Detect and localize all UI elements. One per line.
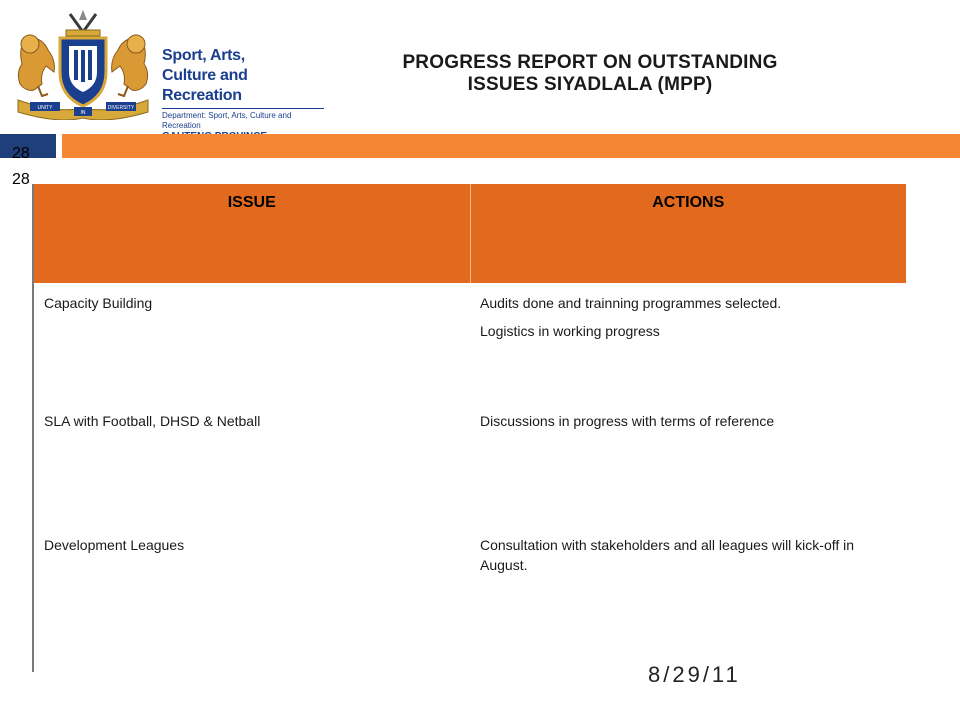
coat-of-arms-icon xyxy=(8,8,158,120)
issue-cell xyxy=(34,525,470,675)
issue-text: Development Leagues xyxy=(44,537,185,553)
motto-mid: IN xyxy=(80,110,86,116)
logo-line-2: Culture and Recreation xyxy=(162,67,248,104)
issues-table xyxy=(34,184,906,675)
issue-text: Capacity Building xyxy=(44,295,153,311)
motto-left: UNITY xyxy=(37,105,53,111)
action-text: Consultation with stakeholders and all leagues will kick-off in August. xyxy=(480,537,855,573)
slide-date: 8/29/11 xyxy=(648,662,741,687)
table-row xyxy=(34,283,906,401)
action-text: Audits done and trainning programmes selected. xyxy=(480,295,782,311)
actions-cell xyxy=(470,283,906,401)
action-text: Discussions in progress with terms of reference xyxy=(480,413,775,429)
actions-cell xyxy=(470,401,906,525)
table-row xyxy=(34,401,906,525)
motto-right: DIVERSITY xyxy=(107,105,135,111)
page-title xyxy=(260,52,920,96)
table-row xyxy=(34,525,906,675)
issue-cell xyxy=(34,283,470,401)
issue-cell xyxy=(34,401,470,525)
issue-text: SLA with Football, DHSD & Netball xyxy=(44,413,261,429)
page-title-line-1: PROGRESS REPORT ON OUTSTANDING xyxy=(402,52,778,73)
issues-table-container xyxy=(32,184,906,672)
page-title-line-2: ISSUES SIYADLALA (MPP) xyxy=(467,74,713,95)
slide-number: 28 xyxy=(12,145,30,162)
slide-number-duplicate: 28 xyxy=(12,171,30,188)
table-header-row xyxy=(34,184,906,283)
logo-divider xyxy=(162,108,324,109)
actions-cell xyxy=(470,525,906,675)
action-text: Logistics in working progress xyxy=(480,323,660,339)
logo-department: Department: Sport, Arts, Culture and Recreation xyxy=(162,111,292,130)
logo-line-1: Sport, Arts, xyxy=(162,47,245,64)
column-header-actions: ACTIONS xyxy=(470,184,906,283)
orange-accent-bar xyxy=(62,134,960,158)
column-header-issue: ISSUE xyxy=(34,184,470,283)
